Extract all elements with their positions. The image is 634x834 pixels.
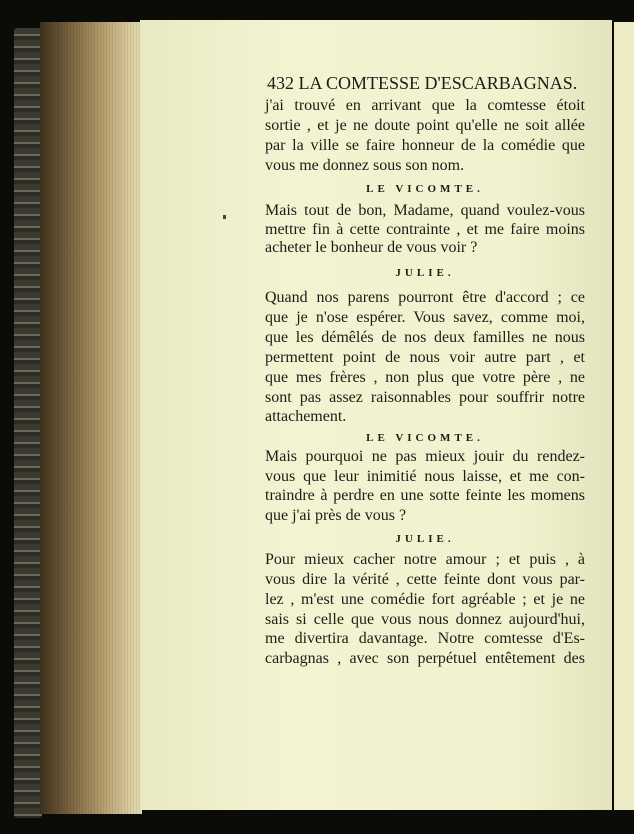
page-number: 432 <box>267 73 294 93</box>
text-line: Mais tout de bon, Madame, quand voulez-vous <box>265 202 585 219</box>
speaker-heading: LE VICOMTE. <box>366 183 484 195</box>
text-line: par la ville se faire honneur de la comédie que <box>265 137 585 154</box>
text-line: j'ai trouvé en arrivant que la comtesse étoit <box>265 97 585 114</box>
ink-speck <box>223 215 226 219</box>
text-line: mettre fin à cette contrainte , et me faire moins <box>265 221 585 238</box>
text-line: vous dire la vérité , cette feinte dont vous par- <box>265 571 585 588</box>
text-line: que mes frères , non plus que votre père , ne <box>265 369 585 386</box>
speaker-heading: LE VICOMTE. <box>366 432 484 444</box>
speaker-heading: JULIE. <box>395 267 455 279</box>
text-line: que je n'ose espérer. Vous savez, comme moi, <box>265 309 585 326</box>
page-edges <box>40 22 142 814</box>
book-spine <box>14 28 42 818</box>
text-line: me divertira davantage. Notre comtesse d'Es- <box>265 630 585 647</box>
book-page <box>140 20 612 810</box>
text-line: attachement. <box>265 408 347 425</box>
text-line: Pour mieux cacher notre amour ; et puis , à <box>265 551 585 568</box>
text-line: acheter le bonheur de vous voir ? <box>265 239 478 256</box>
text-line: sont pas assez raisonnables pour souffrir notre <box>265 389 585 406</box>
text-line: traindre à perdre en une sotte feinte les momens <box>265 487 585 504</box>
text-line: lez , m'est une comédie fort agréable ; et je ne <box>265 591 585 608</box>
text-line: que les démêlés de nos deux familles ne nous <box>265 329 585 346</box>
text-line: sais si celle que vous nous donnez aujourd'hui, <box>265 611 585 628</box>
text-line: que j'ai près de vous ? <box>265 507 407 524</box>
text-line: Quand nos parens pourront être d'accord ; ce <box>265 289 585 306</box>
running-header <box>267 74 585 92</box>
text-line: vous me donnez sous son nom. <box>265 157 465 174</box>
text-line: vous que leur inimitié nous laisse, et me con- <box>265 468 585 485</box>
text-line: carbagnas , avec son perpétuel entêtement des <box>265 650 585 667</box>
text-line: sortie , et je ne doute point qu'elle ne soit allée <box>265 117 585 134</box>
running-title: LA COMTESSE D'ESCARBAGNAS. <box>298 73 578 93</box>
text-line: Mais pourquoi ne pas mieux jouir du rendez- <box>265 448 585 465</box>
text-line: permettent point de nous voir autre part , et <box>265 349 585 366</box>
speaker-heading: JULIE. <box>395 533 455 545</box>
next-page-edge <box>614 22 634 810</box>
